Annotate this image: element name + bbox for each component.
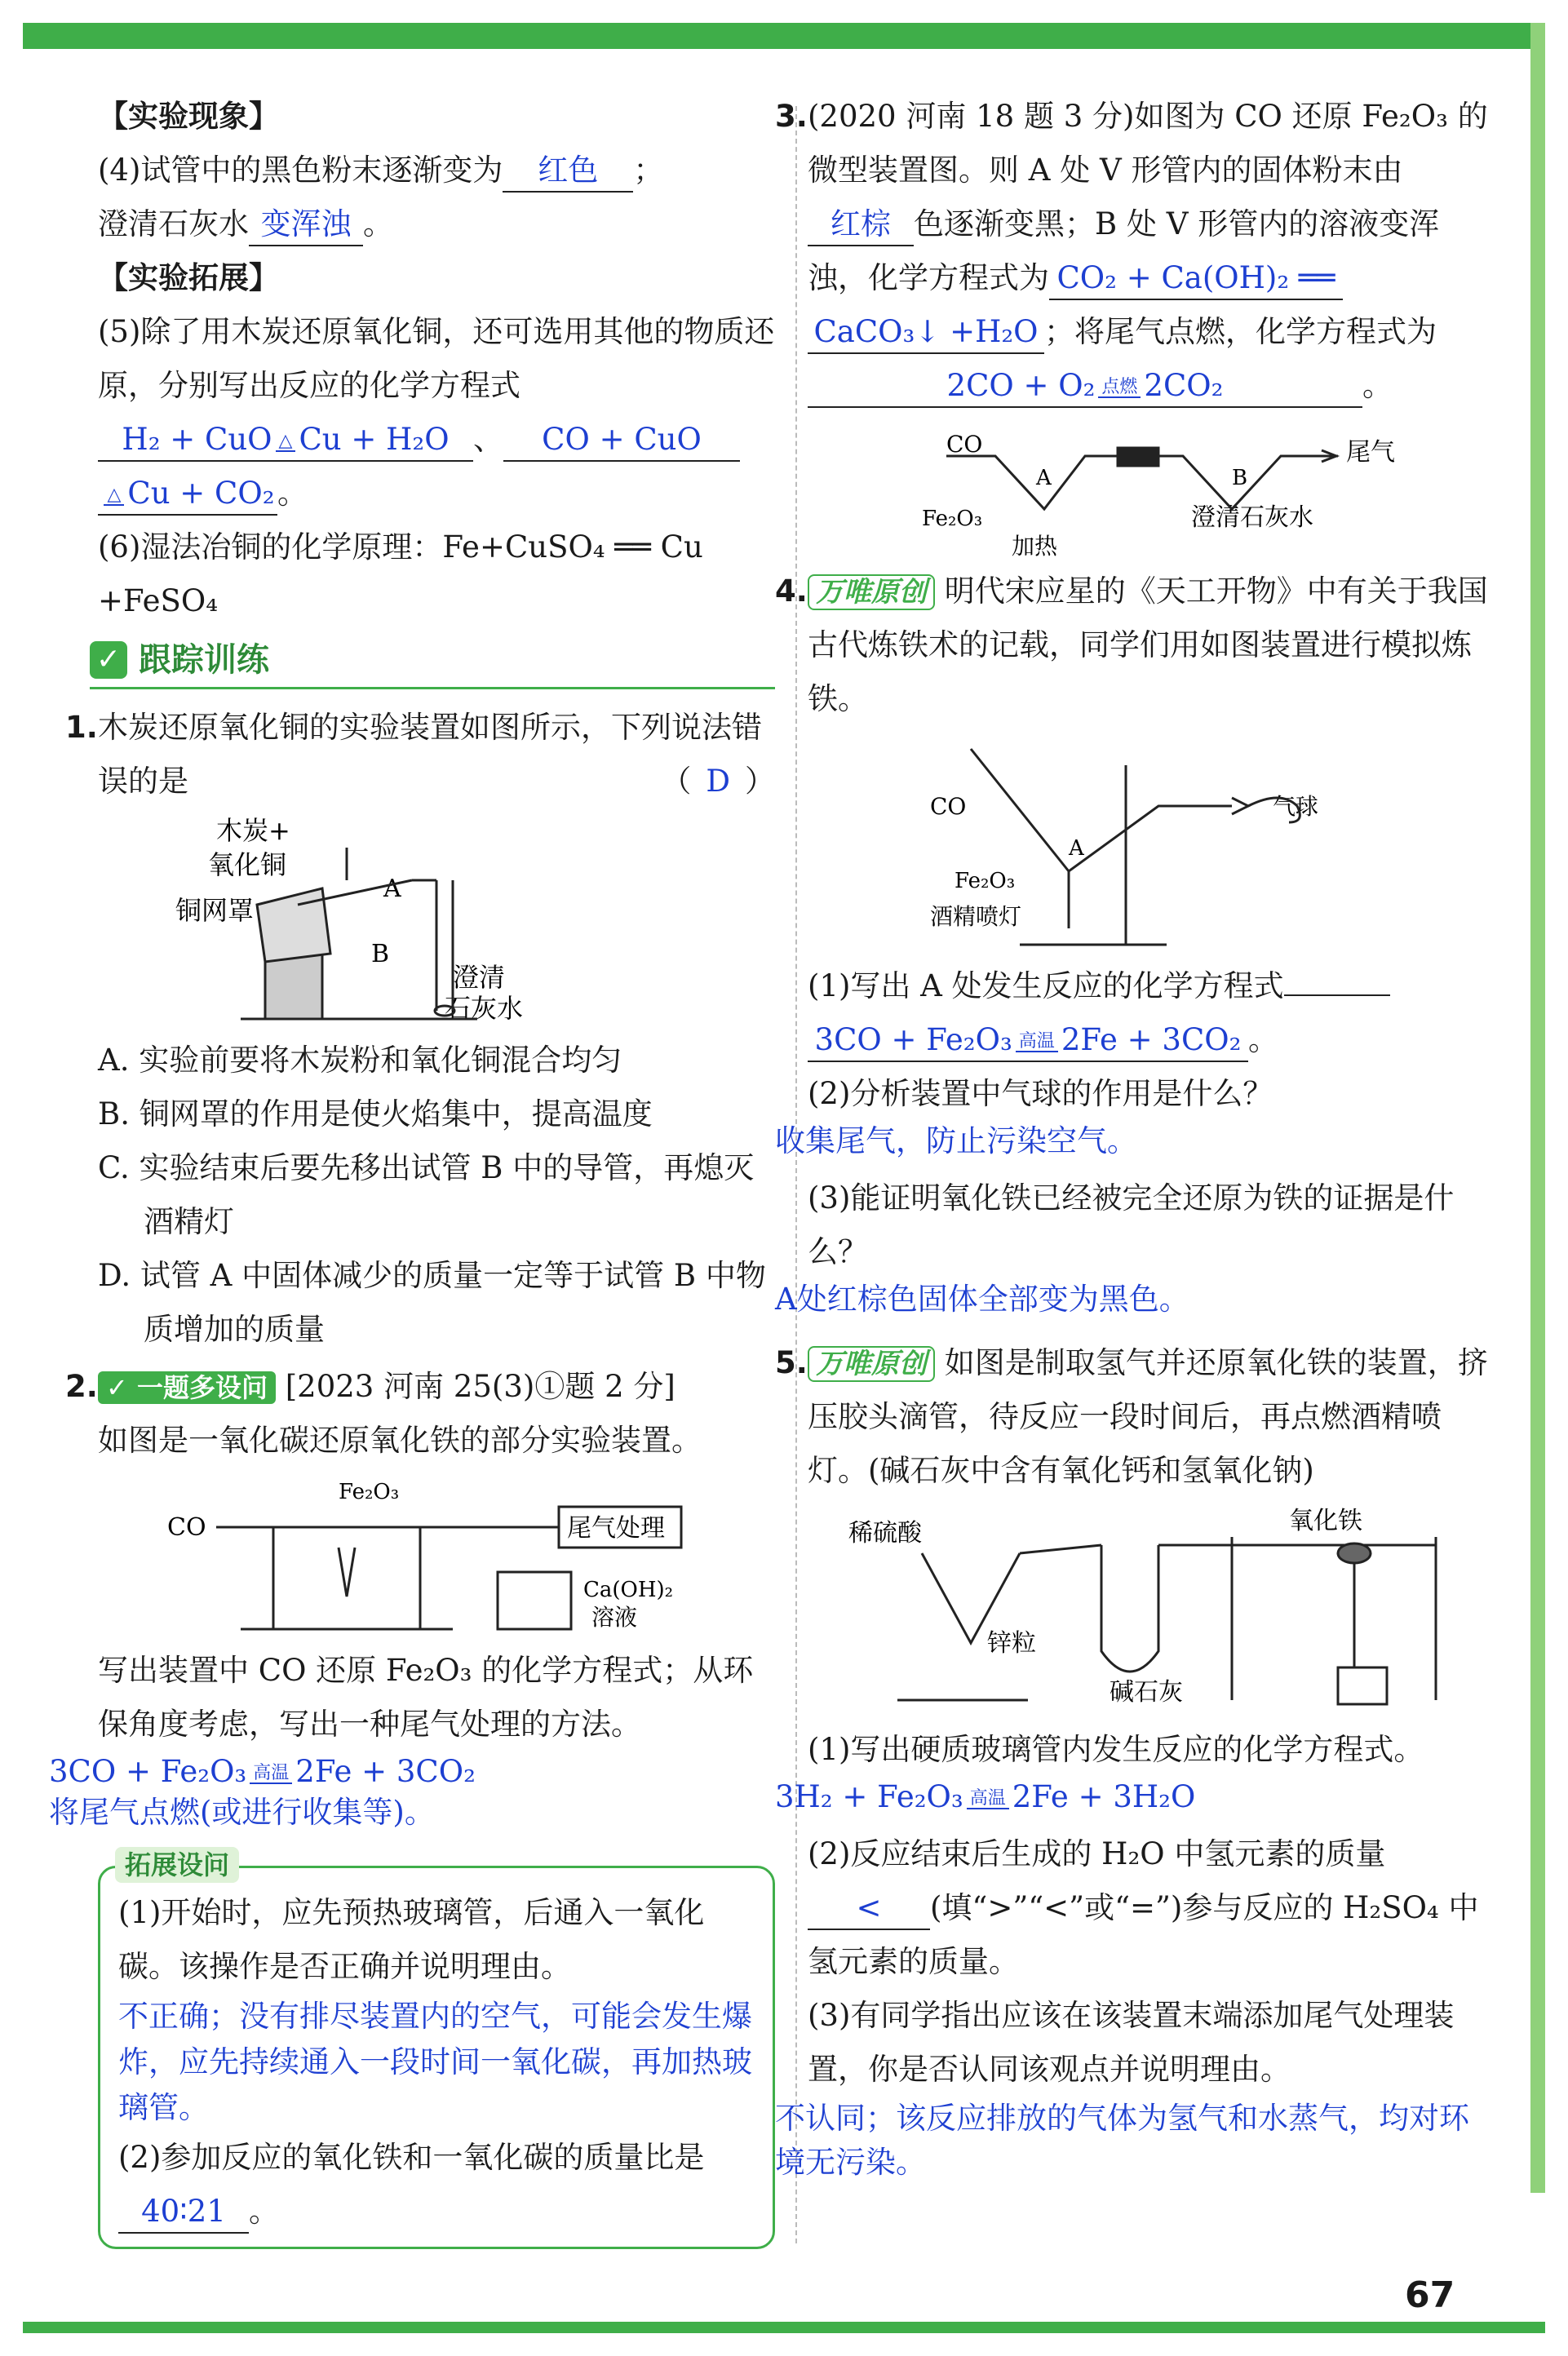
- right-column: [775, 90, 1493, 2185]
- q5-right: [775, 1336, 1493, 1498]
- eq-rhs: Cu + H₂O: [299, 422, 450, 457]
- fig-label: 氧化铜: [208, 849, 287, 880]
- fig-label: 石灰水: [445, 993, 524, 1024]
- fig-label: 加热: [1012, 533, 1058, 560]
- eq-lhs: 2CO + O₂: [946, 368, 1096, 403]
- q4-answer-2: 变浑浊: [249, 204, 363, 246]
- q4-text: 明代宋应星的《天工开物》中有关于我国古代炼铁术的记载，同学们用如图装置进行模拟炼铁。: [808, 574, 1488, 716]
- q1-option-c: C. 实验结束后要先移出试管 B 中的导管，再熄灭酒精灯: [98, 1150, 755, 1239]
- fig-label: A: [383, 875, 401, 903]
- q5-sub2-text-b: (填“>”“<”或“=”)参与反应的 H₂SO₄ 中氢元素的质量。: [808, 1890, 1479, 1979]
- training-section-header: [90, 633, 775, 689]
- eq-lhs: 3CO + Fe₂O₃: [814, 1022, 1012, 1057]
- eq-rhs: Cu + CO₂: [127, 476, 275, 511]
- box-a2: 40∶21: [118, 2191, 249, 2234]
- fig-label: 尾气处理: [567, 1514, 665, 1543]
- q3-answer-3: [808, 365, 1362, 408]
- eq-cond-text: 高温: [1016, 1033, 1058, 1052]
- fig-label: 尾气: [1346, 438, 1395, 467]
- eq-cond-text: 高温: [250, 1765, 292, 1784]
- eq-condition: [1098, 376, 1141, 398]
- q5-end: 。: [277, 476, 308, 511]
- fig-label: 溶液: [591, 1604, 638, 1631]
- q2-figure: [151, 1474, 722, 1637]
- right-green-bar: [1530, 23, 1545, 2193]
- fig-label: Fe₂O₃: [339, 1480, 400, 1504]
- fig-label: CO: [946, 431, 983, 458]
- q1-text: 木炭还原氧化铜的实验装置如图所示，下列说法错误的是: [98, 710, 762, 799]
- eq-condition: [250, 1762, 292, 1784]
- q5-figure: [832, 1504, 1468, 1716]
- box-a1: 不正确；没有排尽装置内的空气，可能会发生爆炸，应先持续通入一段时间一氧化碳，再加热玻璃管。: [118, 1999, 752, 2125]
- fig-label: B: [1232, 466, 1248, 490]
- fig-label: Fe₂O₃: [955, 869, 1016, 893]
- page-number: 67: [1405, 2274, 1455, 2316]
- q4-sub1-text: (1)写出 A 处发生反应的化学方程式: [808, 968, 1284, 1003]
- q5-ans3: 不认同；该反应排放的气体为氢气和水蒸气，均对环境无污染。: [775, 2101, 1469, 2180]
- fig-label: Ca(OH)₂: [583, 1578, 674, 1602]
- q2-header: [65, 1360, 775, 1414]
- fig-label: 氧化铁: [1289, 1507, 1362, 1535]
- q5-sub1: (1)写出硬质玻璃管内发生反应的化学方程式。: [808, 1732, 1424, 1767]
- q5-answer-2a: CO + CuO: [503, 419, 740, 462]
- fig-label: 稀硫酸: [848, 1519, 922, 1548]
- q3-figure: [865, 419, 1436, 558]
- fig-label: 碱石灰: [1110, 1678, 1183, 1707]
- q4-sub1-blank: [1284, 994, 1390, 996]
- eq-condition: [276, 432, 296, 452]
- eq-cond-text: 点燃: [1098, 379, 1141, 398]
- q4-sub1-answer: [808, 1013, 1493, 1067]
- q4-figure: [922, 733, 1379, 953]
- q1: [65, 701, 775, 808]
- fig-label: CO: [930, 793, 967, 820]
- exp-phenomenon-title: 【实验现象】: [98, 99, 279, 134]
- q5-number: 5.: [775, 1345, 808, 1380]
- q5-answer-2b: [98, 473, 277, 516]
- q1-answer: D: [706, 764, 730, 799]
- eq-lhs: H₂ + CuO: [122, 422, 272, 457]
- q4-sub1: [808, 959, 1493, 1013]
- paren-left: （: [661, 764, 692, 799]
- q2-text: 如图是一氧化碳还原氧化铁的部分实验装置。: [98, 1423, 702, 1458]
- exp-extension-title: 【实验拓展】: [98, 260, 279, 295]
- box-q1: (1)开始时，应先预热玻璃管，后通入一氧化碳。该操作是否正确并说明理由。: [118, 1895, 705, 1984]
- box-q2-end: 。: [249, 2194, 279, 2229]
- extension-box-title: 拓展设问: [115, 1847, 239, 1883]
- fig-label: CO: [167, 1513, 206, 1542]
- q1-number: 1.: [65, 710, 98, 745]
- eq-cond-text: △: [276, 432, 296, 452]
- eq-rhs: 2Fe + 3H₂O: [1012, 1779, 1196, 1814]
- q2-answer-1: [49, 1752, 775, 1792]
- eq-cond-text: △: [104, 486, 124, 506]
- q4-text-c: 澄清石灰水: [98, 206, 249, 241]
- checkmark-icon: ✓: [90, 641, 127, 679]
- q5-ans2: <: [808, 1888, 930, 1930]
- fig-label: 气球: [1273, 793, 1319, 820]
- eq-rhs: 2Fe + 3CO₂: [1061, 1022, 1242, 1057]
- q5-left-text: (5)除了用木炭还原氧化铜，还可选用其他的物质还原，分别写出反应的化学方程式: [98, 314, 775, 403]
- q3-text-a: (2020 河南 18 题 3 分)如图为 CO 还原 Fe₂O₃ 的微型装置图。则 A 处 V 形管内的固体粉末由: [808, 99, 1488, 188]
- q4-ans1: [808, 1020, 1248, 1062]
- q3-number: 3.: [775, 99, 808, 134]
- q4-ans1-end: 。: [1248, 1022, 1278, 1057]
- paren-right: ）: [745, 764, 775, 799]
- q3-text-b: 色逐渐变黑；B 处 V 形管内的溶液变浑浊，化学方程式为: [808, 206, 1440, 295]
- q3-answer-2b: CaCO₃↓ +H₂O: [808, 312, 1044, 354]
- q5-answer-1: [98, 419, 473, 462]
- eq-condition: [104, 486, 124, 506]
- q3-answer-2a: CO₂ + Ca(OH)₂ ══: [1049, 258, 1343, 300]
- q4-answer-1: 红色: [503, 150, 633, 193]
- extension-box: [98, 1849, 775, 2249]
- q2-tag: ✓ 一题多设问: [98, 1371, 276, 1404]
- q5-sub2: [808, 1827, 1493, 1989]
- q6-text: (6)湿法冶铜的化学原理：Fe+CuSO₄ ══ Cu +FeSO₄: [98, 529, 703, 618]
- q5-ans1: [775, 1777, 1493, 1818]
- fig-label: A: [1069, 836, 1084, 861]
- fig-label: 澄清石灰水: [1191, 503, 1313, 532]
- top-green-bar: [23, 23, 1545, 49]
- q4-text: (4)试管中的黑色粉末逐渐变为: [98, 153, 503, 188]
- eq-condition: [1016, 1030, 1058, 1052]
- q2-answer-2: 将尾气点燃(或进行收集等)。: [49, 1795, 435, 1830]
- bottom-green-bar: [23, 2322, 1545, 2333]
- fig-label: 木炭+: [216, 815, 290, 846]
- q3-answer-1: 红棕: [808, 204, 914, 246]
- q4-sub2: (2)分析装置中气球的作用是什么？: [808, 1076, 1273, 1111]
- apparatus-drawing: [216, 1527, 571, 1629]
- q2-question: 写出装置中 CO 还原 Fe₂O₃ 的化学方程式；从环保角度考虑，写出一种尾气处理的方法。: [98, 1653, 754, 1742]
- column-divider: [795, 106, 797, 2243]
- q4-left: [98, 144, 775, 251]
- q4-right: [775, 565, 1493, 726]
- q5-left-answers: [98, 413, 775, 520]
- q1-option-b: B. 铜网罩的作用是使火焰集中，提高温度: [98, 1096, 653, 1132]
- eq-rhs: 2Fe + 3CO₂: [295, 1754, 476, 1789]
- left-column: [49, 90, 775, 2249]
- q5-text: 如图是制取氢气并还原氧化铁的装置，挤压胶头滴管，待反应一段时间后，再点燃酒精喷灯。(碱石灰中含有氧化钙和氢氧化钠): [808, 1345, 1488, 1488]
- fig-label: 铜网罩: [175, 895, 255, 926]
- q5-sep: 、: [473, 422, 503, 457]
- eq-lhs: 3CO + Fe₂O₃: [49, 1754, 247, 1789]
- q4-sub3: (3)能证明氧化铁已经被完全还原为铁的证据是什么？: [808, 1180, 1455, 1269]
- q2-source: [2023 河南 25(3)①题 2 分]: [285, 1369, 675, 1404]
- q3-text-c: ；将尾气点燃，化学方程式为: [1044, 314, 1437, 349]
- q5-sub3: (3)有同学指出应该在该装置末端添加尾气处理装置，你是否认同该观点并说明理由。: [808, 1998, 1455, 2087]
- fig-label: A: [1036, 466, 1052, 490]
- fig-label: Fe₂O₃: [922, 507, 983, 531]
- eq-cond-text: 高温: [967, 1790, 1009, 1809]
- fig-label: B: [371, 940, 390, 968]
- apparatus-drawing: [946, 448, 1338, 509]
- q1-option-a: A. 实验前要将木炭粉和氧化铜混合均匀: [98, 1043, 622, 1078]
- q4-brand: 万唯原创: [808, 574, 935, 610]
- eq-rhs: 2CO₂: [1144, 368, 1224, 403]
- eq-condition: [967, 1787, 1009, 1809]
- q2-number: 2.: [65, 1369, 98, 1404]
- q3-end: 。: [1362, 368, 1393, 403]
- fig-label: 澄清: [453, 962, 506, 993]
- q4-ans3: A处红棕色固体全部变为黑色。: [775, 1282, 1189, 1317]
- fig-label: 酒精喷灯: [930, 903, 1022, 930]
- box-q2: [118, 2131, 755, 2239]
- fig-label: 锌粒: [987, 1629, 1036, 1658]
- q3: [775, 90, 1493, 413]
- q5-sub2-text: (2)反应结束后生成的 H₂O 中氢元素的质量: [808, 1836, 1386, 1871]
- q1-option-d: D. 试管 A 中固体减少的质量一定等于试管 B 中物质增加的质量: [98, 1258, 766, 1347]
- q2-tag-label: 一题多设问: [136, 1372, 268, 1403]
- q1-figure: [175, 815, 665, 1027]
- q5-brand: 万唯原创: [808, 1346, 935, 1382]
- q4-sep: ；: [633, 153, 664, 188]
- q4-ans2: 收集尾气，防止污染空气。: [775, 1123, 1137, 1158]
- q4-number: 4.: [775, 574, 808, 609]
- eq-lhs: 3H₂ + Fe₂O₃: [775, 1779, 963, 1814]
- q1-answer-paren: [661, 755, 775, 808]
- q4-end: 。: [363, 206, 393, 241]
- box-q2-text: (2)参加反应的氧化铁和一氧化碳的质量比是: [118, 2140, 705, 2175]
- training-title: 跟踪训练: [139, 641, 269, 679]
